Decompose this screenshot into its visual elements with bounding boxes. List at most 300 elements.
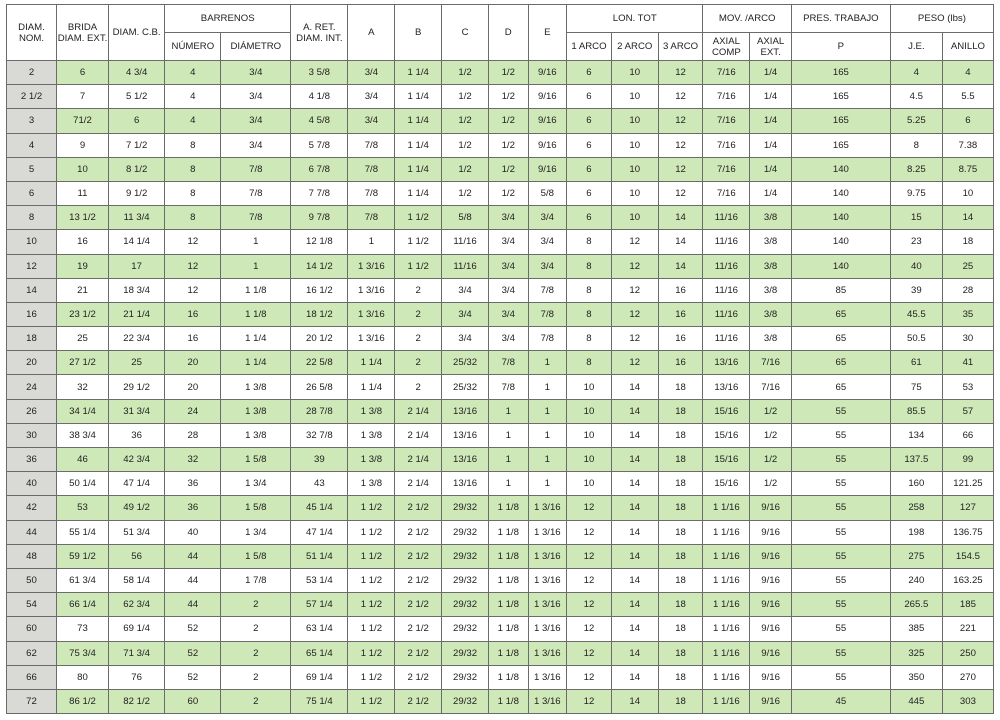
table-cell: 16 — [658, 278, 703, 302]
table-cell: 2 — [395, 302, 442, 326]
table-cell: 1 — [528, 472, 567, 496]
table-row — [7, 181, 994, 205]
table-cell: 1 3/8 — [348, 472, 395, 496]
table-cell: 20 — [7, 351, 57, 375]
table-cell: 10 — [611, 157, 658, 181]
table-row — [7, 399, 994, 423]
table-cell: 16 — [56, 230, 108, 254]
table-cell: 134 — [890, 423, 942, 447]
table-cell: 3/8 — [750, 230, 792, 254]
table-cell: 21 1/4 — [109, 302, 165, 326]
header-je: J.E. — [890, 33, 942, 61]
table-cell: 1 1/8 — [488, 641, 528, 665]
table-cell: 16 — [7, 302, 57, 326]
table-row — [7, 641, 994, 665]
header-diam-nom: DIAM. NOM. — [7, 5, 57, 61]
table-cell: 60 — [165, 689, 221, 713]
table-cell: 5 — [7, 157, 57, 181]
table-cell: 1 3/8 — [348, 399, 395, 423]
table-cell: 1 1/4 — [221, 351, 291, 375]
table-cell: 28 — [165, 423, 221, 447]
table-cell: 1 7/8 — [221, 568, 291, 592]
table-cell: 1/2 — [750, 399, 792, 423]
table-cell: 1 1/8 — [488, 593, 528, 617]
header-brida-diam-ext: BRIDA DIAM. EXT. — [56, 5, 108, 61]
table-cell: 6 — [567, 85, 612, 109]
table-cell: 66 — [942, 423, 993, 447]
table-cell: 63 1/4 — [291, 617, 348, 641]
table-cell: 61 — [890, 351, 942, 375]
table-cell: 7/16 — [703, 157, 750, 181]
table-cell: 56 — [109, 544, 165, 568]
table-cell: 80 — [56, 665, 108, 689]
table-cell: 140 — [791, 157, 890, 181]
table-cell: 12 — [567, 617, 612, 641]
table-cell: 29/32 — [442, 617, 489, 641]
table-cell: 3/4 — [488, 206, 528, 230]
table-cell: 5/8 — [528, 181, 567, 205]
table-cell: 7/8 — [528, 327, 567, 351]
table-cell: 10 — [611, 206, 658, 230]
table-cell: 12 — [658, 85, 703, 109]
table-cell: 10 — [567, 472, 612, 496]
table-cell: 1 1/16 — [703, 496, 750, 520]
table-cell: 14 1/2 — [291, 254, 348, 278]
table-cell: 65 1/4 — [291, 641, 348, 665]
table-cell: 7/8 — [221, 157, 291, 181]
table-cell: 18 3/4 — [109, 278, 165, 302]
table-cell: 2 — [395, 351, 442, 375]
table-cell: 2 1/4 — [395, 472, 442, 496]
table-cell: 15/16 — [703, 448, 750, 472]
table-cell: 18 — [658, 423, 703, 447]
table-cell: 1 1/16 — [703, 689, 750, 713]
table-cell: 3/4 — [221, 133, 291, 157]
table-cell: 8.75 — [942, 157, 993, 181]
table-row — [7, 520, 994, 544]
table-cell: 7 1/2 — [109, 133, 165, 157]
table-cell: 2 1/4 — [395, 423, 442, 447]
table-cell: 1 — [488, 472, 528, 496]
table-cell: 2 — [221, 641, 291, 665]
table-cell: 39 — [291, 448, 348, 472]
table-row — [7, 472, 994, 496]
table-cell: 40 — [7, 472, 57, 496]
table-cell: 14 — [611, 472, 658, 496]
table-cell: 185 — [942, 593, 993, 617]
table-cell: 9/16 — [750, 568, 792, 592]
table-cell: 8 — [567, 351, 612, 375]
table-cell: 3/4 — [348, 109, 395, 133]
table-cell: 1 1/2 — [348, 496, 395, 520]
table-cell: 10 — [611, 109, 658, 133]
table-cell: 14 1/4 — [109, 230, 165, 254]
table-cell: 7/8 — [348, 181, 395, 205]
table-cell: 21 — [56, 278, 108, 302]
table-cell: 1 3/16 — [348, 254, 395, 278]
table-cell: 15/16 — [703, 399, 750, 423]
header-2-arco: 2 ARCO — [611, 33, 658, 61]
table-cell: 36 — [165, 496, 221, 520]
table-cell: 1 1/4 — [348, 351, 395, 375]
table-cell: 29/32 — [442, 544, 489, 568]
table-cell: 32 — [165, 448, 221, 472]
table-cell: 7/8 — [348, 133, 395, 157]
table-cell: 1 3/16 — [528, 568, 567, 592]
table-row — [7, 157, 994, 181]
table-cell: 1/4 — [750, 61, 792, 85]
table-cell: 12 — [567, 665, 612, 689]
table-cell: 265.5 — [890, 593, 942, 617]
table-cell: 1/2 — [488, 85, 528, 109]
table-row — [7, 665, 994, 689]
table-cell: 38 3/4 — [56, 423, 108, 447]
table-cell: 73 — [56, 617, 108, 641]
table-cell: 1 1/16 — [703, 593, 750, 617]
table-cell: 7.38 — [942, 133, 993, 157]
table-cell: 16 — [658, 327, 703, 351]
table-row — [7, 85, 994, 109]
table-cell: 7/16 — [750, 351, 792, 375]
table-cell: 12 — [567, 689, 612, 713]
table-cell: 1 3/4 — [221, 520, 291, 544]
table-cell: 9/16 — [750, 641, 792, 665]
table-cell: 18 — [658, 689, 703, 713]
table-cell: 8 1/2 — [109, 157, 165, 181]
table-cell: 69 1/4 — [109, 617, 165, 641]
table-cell: 9/16 — [528, 85, 567, 109]
table-cell: 7/16 — [703, 133, 750, 157]
table-cell: 52 — [165, 665, 221, 689]
table-cell: 3/8 — [750, 327, 792, 351]
table-cell: 6 — [109, 109, 165, 133]
table-cell: 3/4 — [348, 61, 395, 85]
table-cell: 14 — [611, 665, 658, 689]
table-cell: 140 — [791, 206, 890, 230]
table-cell: 1 1/16 — [703, 544, 750, 568]
table-cell: 55 — [791, 448, 890, 472]
table-cell: 39 — [890, 278, 942, 302]
table-cell: 198 — [890, 520, 942, 544]
table-cell: 14 — [611, 617, 658, 641]
table-cell: 1 1/16 — [703, 617, 750, 641]
table-cell: 1/2 — [488, 61, 528, 85]
table-cell: 44 — [165, 593, 221, 617]
header-lon-tot: LON. TOT — [567, 5, 703, 33]
table-cell: 4 — [942, 61, 993, 85]
table-row — [7, 689, 994, 713]
table-cell: 3 — [7, 109, 57, 133]
table-cell: 2 — [221, 617, 291, 641]
table-cell: 140 — [791, 230, 890, 254]
table-cell: 10 — [567, 375, 612, 399]
table-cell: 127 — [942, 496, 993, 520]
table-cell: 18 — [658, 641, 703, 665]
table-cell: 1 1/8 — [221, 302, 291, 326]
table-cell: 6 — [567, 61, 612, 85]
table-cell: 250 — [942, 641, 993, 665]
table-cell: 1 3/16 — [348, 278, 395, 302]
table-cell: 1 3/16 — [528, 641, 567, 665]
table-cell: 14 — [658, 254, 703, 278]
table-cell: 154.5 — [942, 544, 993, 568]
header-1-arco: 1 ARCO — [567, 33, 612, 61]
table-row — [7, 133, 994, 157]
table-cell: 6 7/8 — [291, 157, 348, 181]
table-cell: 1 — [488, 423, 528, 447]
table-cell: 385 — [890, 617, 942, 641]
header-a: A — [348, 5, 395, 61]
table-cell: 2 — [7, 61, 57, 85]
table-cell: 13/16 — [442, 399, 489, 423]
table-cell: 5.25 — [890, 109, 942, 133]
table-cell: 1/2 — [442, 85, 489, 109]
table-cell: 53 — [942, 375, 993, 399]
table-cell: 12 — [567, 496, 612, 520]
table-cell: 1/2 — [442, 157, 489, 181]
table-cell: 9/16 — [750, 593, 792, 617]
table-cell: 9/16 — [750, 689, 792, 713]
table-cell: 3/4 — [442, 278, 489, 302]
table-cell: 29/32 — [442, 520, 489, 544]
table-cell: 55 — [791, 641, 890, 665]
table-cell: 2 1/2 — [395, 689, 442, 713]
table-cell: 165 — [791, 109, 890, 133]
table-cell: 46 — [56, 448, 108, 472]
table-cell: 1 1/2 — [348, 520, 395, 544]
table-cell: 5 7/8 — [291, 133, 348, 157]
table-cell: 350 — [890, 665, 942, 689]
table-cell: 51 1/4 — [291, 544, 348, 568]
table-row — [7, 302, 994, 326]
header-p: P — [791, 33, 890, 61]
table-cell: 1 — [488, 448, 528, 472]
table-cell: 5/8 — [442, 206, 489, 230]
table-cell: 27 1/2 — [56, 351, 108, 375]
table-cell: 12 — [567, 544, 612, 568]
table-cell: 12 — [658, 181, 703, 205]
table-row — [7, 327, 994, 351]
table-cell: 1/4 — [750, 157, 792, 181]
table-cell: 163.25 — [942, 568, 993, 592]
table-row — [7, 254, 994, 278]
table-cell: 22 5/8 — [291, 351, 348, 375]
table-cell: 12 — [658, 157, 703, 181]
table-cell: 1 — [528, 423, 567, 447]
header-anillo: ANILLO — [942, 33, 993, 61]
table-cell: 12 — [7, 254, 57, 278]
table-row — [7, 230, 994, 254]
table-cell: 1 3/16 — [528, 617, 567, 641]
table-cell: 1/2 — [750, 423, 792, 447]
table-cell: 17 — [109, 254, 165, 278]
table-cell: 14 — [658, 230, 703, 254]
table-cell: 1 — [528, 375, 567, 399]
table-cell: 15/16 — [703, 423, 750, 447]
table-cell: 15/16 — [703, 472, 750, 496]
table-cell: 55 — [791, 593, 890, 617]
table-cell: 1 5/8 — [221, 496, 291, 520]
table-cell: 29/32 — [442, 665, 489, 689]
table-cell: 55 — [791, 544, 890, 568]
table-cell: 258 — [890, 496, 942, 520]
table-cell: 1 1/8 — [488, 617, 528, 641]
table-cell: 10 — [567, 423, 612, 447]
table-cell: 4 1/8 — [291, 85, 348, 109]
table-cell: 1 3/8 — [221, 399, 291, 423]
spec-table-container — [6, 4, 994, 714]
table-cell: 2 1/2 — [395, 496, 442, 520]
table-cell: 12 — [658, 109, 703, 133]
table-cell: 1 1/4 — [348, 375, 395, 399]
table-cell: 7/8 — [488, 375, 528, 399]
table-cell: 9/16 — [750, 544, 792, 568]
table-cell: 44 — [165, 544, 221, 568]
table-cell: 31 3/4 — [109, 399, 165, 423]
table-cell: 2 1/2 — [395, 617, 442, 641]
table-row — [7, 278, 994, 302]
table-cell: 18 — [658, 448, 703, 472]
table-cell: 5.5 — [942, 85, 993, 109]
table-cell: 4 — [7, 133, 57, 157]
table-cell: 23 — [890, 230, 942, 254]
table-cell: 29/32 — [442, 641, 489, 665]
table-cell: 9/16 — [750, 617, 792, 641]
table-cell: 75 — [890, 375, 942, 399]
table-row — [7, 109, 994, 133]
header-axial-ext: AXIAL EXT. — [750, 33, 792, 61]
table-cell: 1 1/4 — [395, 133, 442, 157]
table-cell: 25 — [56, 327, 108, 351]
table-cell: 36 — [109, 423, 165, 447]
table-cell: 26 5/8 — [291, 375, 348, 399]
table-cell: 1 1/2 — [348, 641, 395, 665]
table-cell: 7 7/8 — [291, 181, 348, 205]
table-cell: 1 1/2 — [348, 617, 395, 641]
table-cell: 8 — [567, 278, 612, 302]
header-diam-cb: DIAM. C.B. — [109, 5, 165, 61]
table-cell: 12 1/8 — [291, 230, 348, 254]
table-cell: 66 — [7, 665, 57, 689]
table-cell: 60 — [7, 617, 57, 641]
table-cell: 14 — [611, 641, 658, 665]
table-cell: 8 — [890, 133, 942, 157]
table-cell: 11/16 — [703, 327, 750, 351]
table-cell: 6 — [942, 109, 993, 133]
table-cell: 1 3/16 — [528, 665, 567, 689]
table-cell: 9/16 — [750, 665, 792, 689]
table-cell: 55 — [791, 665, 890, 689]
table-cell: 6 — [567, 133, 612, 157]
table-cell: 55 — [791, 472, 890, 496]
table-cell: 71/2 — [56, 109, 108, 133]
table-cell: 9/16 — [750, 520, 792, 544]
table-cell: 20 — [165, 351, 221, 375]
table-cell: 1 3/8 — [348, 448, 395, 472]
expansion-joint-spec-table — [6, 4, 994, 714]
table-cell: 3/4 — [221, 85, 291, 109]
table-cell: 1 1/8 — [488, 544, 528, 568]
table-cell: 12 — [567, 568, 612, 592]
table-cell: 240 — [890, 568, 942, 592]
table-cell: 6 — [567, 206, 612, 230]
table-cell: 3/4 — [528, 206, 567, 230]
table-cell: 1/2 — [750, 472, 792, 496]
table-cell: 11/16 — [703, 206, 750, 230]
table-row — [7, 593, 994, 617]
table-cell: 3/8 — [750, 302, 792, 326]
table-cell: 22 3/4 — [109, 327, 165, 351]
table-cell: 1 — [488, 399, 528, 423]
table-cell: 3/4 — [442, 302, 489, 326]
table-cell: 51 3/4 — [109, 520, 165, 544]
table-cell: 44 — [7, 520, 57, 544]
table-cell: 3/4 — [528, 254, 567, 278]
table-cell: 16 — [165, 327, 221, 351]
table-cell: 2 1/2 — [395, 593, 442, 617]
table-cell: 9/16 — [528, 133, 567, 157]
table-row — [7, 375, 994, 399]
table-cell: 1 1/2 — [395, 254, 442, 278]
table-cell: 1 1/16 — [703, 520, 750, 544]
table-cell: 14 — [611, 496, 658, 520]
table-cell: 18 — [7, 327, 57, 351]
table-cell: 1 1/2 — [395, 230, 442, 254]
table-cell: 3/4 — [488, 278, 528, 302]
table-cell: 57 — [942, 399, 993, 423]
table-cell: 16 — [165, 302, 221, 326]
table-cell: 1 1/8 — [488, 496, 528, 520]
table-cell: 8 — [567, 302, 612, 326]
table-cell: 1 3/16 — [528, 496, 567, 520]
table-row — [7, 496, 994, 520]
table-cell: 40 — [165, 520, 221, 544]
table-cell: 28 — [942, 278, 993, 302]
table-cell: 14 — [658, 206, 703, 230]
table-cell: 14 — [611, 544, 658, 568]
table-cell: 26 — [7, 399, 57, 423]
table-cell: 2 — [395, 375, 442, 399]
table-cell: 1 — [348, 230, 395, 254]
table-cell: 36 — [7, 448, 57, 472]
table-cell: 10 — [567, 448, 612, 472]
table-cell: 12 — [567, 520, 612, 544]
table-cell: 7/8 — [348, 206, 395, 230]
table-cell: 25/32 — [442, 375, 489, 399]
table-cell: 12 — [611, 327, 658, 351]
table-cell: 1/4 — [750, 85, 792, 109]
table-cell: 1 1/2 — [395, 206, 442, 230]
table-cell: 9 7/8 — [291, 206, 348, 230]
table-cell: 55 — [791, 568, 890, 592]
table-row — [7, 206, 994, 230]
table-cell: 61 3/4 — [56, 568, 108, 592]
table-cell: 10 — [611, 61, 658, 85]
table-cell: 4 — [890, 61, 942, 85]
table-cell: 1/2 — [442, 109, 489, 133]
table-cell: 66 1/4 — [56, 593, 108, 617]
table-cell: 11/16 — [442, 254, 489, 278]
table-cell: 13/16 — [703, 351, 750, 375]
table-cell: 1 1/8 — [488, 665, 528, 689]
table-cell: 3/8 — [750, 254, 792, 278]
table-cell: 42 3/4 — [109, 448, 165, 472]
table-cell: 65 — [791, 302, 890, 326]
table-cell: 55 — [791, 496, 890, 520]
table-cell: 48 — [7, 544, 57, 568]
table-cell: 75 3/4 — [56, 641, 108, 665]
table-cell: 1 1/4 — [395, 85, 442, 109]
